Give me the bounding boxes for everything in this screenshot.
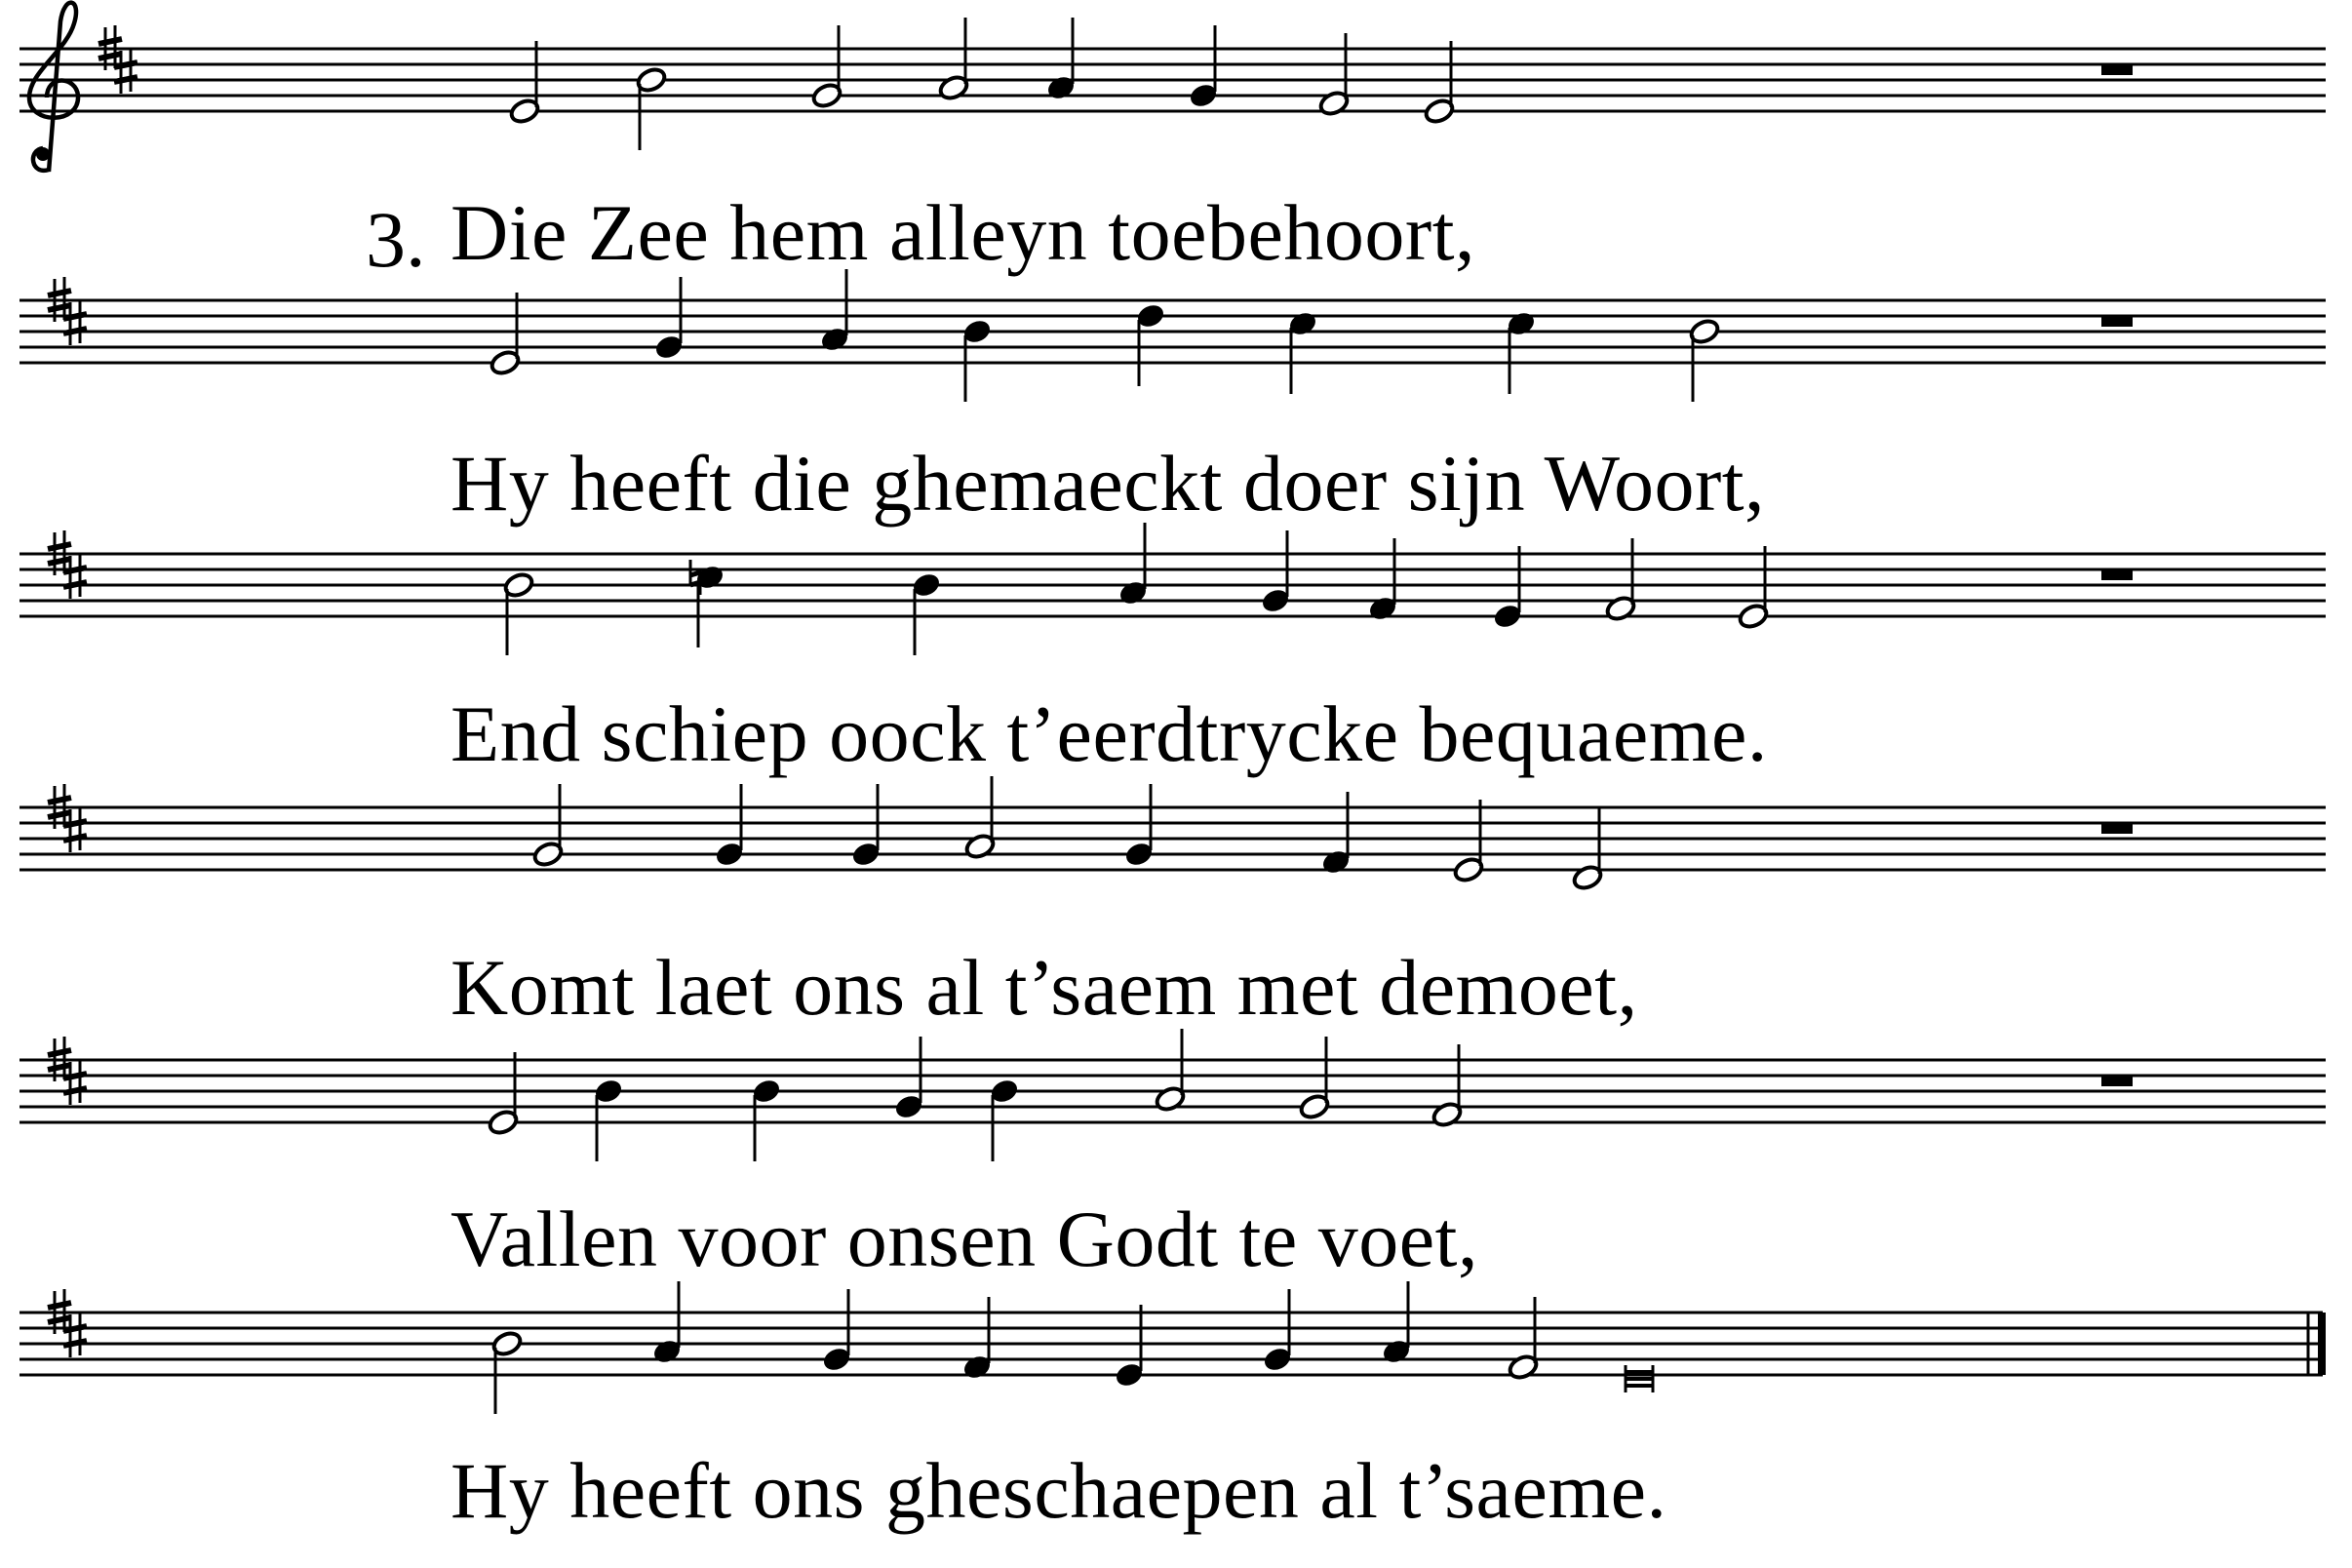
- note: [1123, 784, 1155, 868]
- rest-icon: [2101, 823, 2133, 834]
- note: [690, 560, 725, 647]
- note: [1506, 310, 1537, 394]
- lyric-line-3: End schiep oock t’eerdtrycke bequaeme.: [451, 689, 1768, 778]
- note: [1135, 302, 1166, 386]
- note: [810, 25, 843, 110]
- note: [1507, 1297, 1539, 1382]
- lyric-line-2: Hy heeft die ghemaeckt doer sijn Woort,: [451, 439, 1766, 528]
- note: [1737, 546, 1769, 631]
- staff-system: [20, 1281, 2323, 1414]
- note: [508, 41, 540, 126]
- note: [911, 571, 942, 655]
- rest-icon: [2101, 1076, 2133, 1086]
- note: [1626, 1365, 1653, 1392]
- note: [490, 1329, 523, 1414]
- note: [819, 269, 850, 353]
- verse-number: 3.: [366, 195, 426, 284]
- note: [1452, 800, 1484, 884]
- note: [531, 784, 564, 869]
- note: [1317, 33, 1350, 118]
- note: [653, 277, 685, 361]
- note: [487, 1052, 519, 1137]
- note: [1423, 41, 1455, 126]
- note: [961, 318, 993, 402]
- rest-icon: [2101, 316, 2133, 327]
- note: [1188, 25, 1219, 109]
- note: [1298, 1037, 1330, 1121]
- staff-system: [20, 1029, 2326, 1161]
- note: [593, 1078, 624, 1161]
- note: [1688, 317, 1720, 402]
- note: [1320, 792, 1352, 876]
- lyric-line-1: Die Zee hem alleyn toebehoort,: [451, 188, 1475, 277]
- rest-icon: [2101, 64, 2133, 75]
- note: [1154, 1029, 1186, 1114]
- treble-clef-icon: [29, 3, 78, 172]
- note: [961, 1297, 993, 1381]
- note: [1260, 530, 1291, 614]
- note: [714, 784, 745, 868]
- note: [1571, 807, 1603, 892]
- note: [963, 776, 996, 861]
- note: [751, 1078, 782, 1161]
- note: [1431, 1044, 1463, 1129]
- note: [1381, 1281, 1412, 1365]
- note: [651, 1281, 683, 1365]
- staff-system: [20, 776, 2326, 892]
- lyric-line-5: Vallen voor onsen Godt te voet,: [451, 1195, 1478, 1283]
- note: [1114, 1305, 1145, 1389]
- note: [1045, 18, 1077, 101]
- note: [821, 1289, 852, 1373]
- staff-system: [20, 3, 2326, 172]
- note: [1287, 310, 1318, 394]
- note: [850, 784, 882, 868]
- note: [1492, 546, 1523, 630]
- note: [989, 1078, 1020, 1161]
- note: [489, 293, 521, 377]
- note: [1367, 538, 1398, 622]
- rest-icon: [2101, 569, 2133, 580]
- note: [1604, 538, 1636, 623]
- note: [937, 18, 969, 102]
- note: [1117, 523, 1149, 607]
- staff-system: [20, 269, 2326, 402]
- staff-system: [20, 523, 2326, 655]
- lyric-line-6: Hy heeft ons gheschaepen al t’saeme.: [451, 1446, 1667, 1535]
- note: [893, 1037, 924, 1120]
- lyric-line-4: Komt laet ons al t’saem met demoet,: [451, 943, 1638, 1032]
- note: [1262, 1289, 1293, 1373]
- note: [635, 65, 667, 150]
- note: [502, 570, 534, 655]
